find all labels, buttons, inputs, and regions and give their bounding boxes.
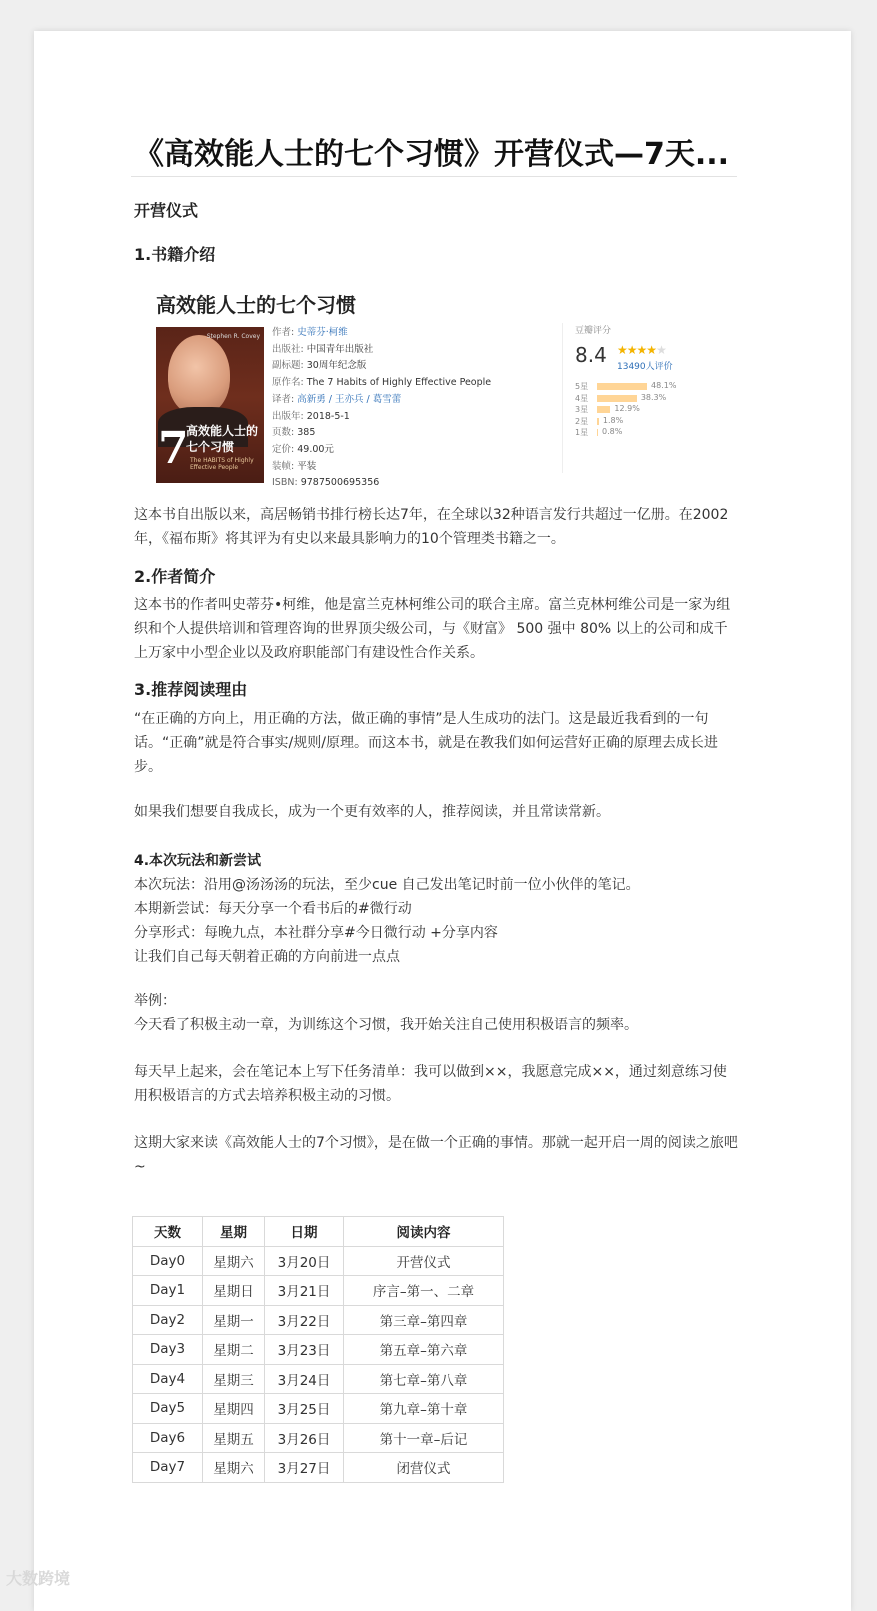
book-info-row — [272, 425, 491, 442]
book-info — [272, 325, 491, 492]
book-info-key: 出版年: — [272, 410, 304, 422]
rating-bar-fill — [597, 395, 637, 402]
example-label: 举例： — [134, 993, 176, 1009]
table-cell: 3月22日 — [265, 1305, 344, 1335]
rating-bar-percent: 38.3% — [640, 392, 667, 402]
rating-bar-fill — [597, 383, 647, 390]
book-info-key: 出版社: — [272, 343, 304, 355]
star-icon: ★ — [636, 343, 647, 357]
paragraph-reason: “在正确的方向上，用正确的方法，做正确的事情”是人生成功的法门。这是最近我看到的一句话。“正确”就是符合事实/规则/原理。而这本书，就是在教我们如何运营好正确的原理去成长进步。 — [134, 711, 718, 775]
rating-bar-star: 1星 — [575, 428, 589, 437]
book-info-row — [272, 325, 491, 342]
star-icon: ★ — [617, 343, 627, 357]
book-info-value: 49.00元 — [297, 443, 334, 455]
table-row — [133, 1453, 504, 1483]
book-info-value: 9787500695356 — [300, 477, 380, 489]
header-content: 阅读内容 — [344, 1217, 504, 1247]
table-cell: 开营仪式 — [344, 1246, 504, 1276]
title-divider — [131, 176, 737, 177]
table-cell: 第九章–第十章 — [344, 1394, 504, 1424]
paragraph-morning: 每天早上起来，会在笔记本上写下任务清单：我可以做到××，我愿意完成××，通过刻意练习使用积极语言的方式去培养积极主动的习惯。 — [134, 1064, 727, 1104]
rule-line: 本期新尝试：每天分享一个看书后的#微行动 — [134, 901, 412, 917]
table-cell: 3月27日 — [265, 1453, 344, 1483]
rating-bar-percent: 0.8% — [602, 427, 623, 436]
rules-list — [134, 873, 738, 969]
reading-schedule-table — [132, 1216, 504, 1483]
book-info-key: 作者: — [272, 327, 295, 338]
book-info-key: 装帧: — [272, 460, 295, 472]
table-cell: 第三章–第四章 — [344, 1305, 504, 1335]
paragraph-example: 今天看了积极主动一章，为训练这个习惯，我开始关注自己使用积极语言的频率。 — [134, 1017, 638, 1033]
rule-line: 分享形式：每晚九点，本社群分享#今日微行动 +分享内容 — [134, 925, 498, 941]
section-reason-heading: 3.推荐阅读理由 — [134, 680, 248, 699]
section-book-heading: 1.书籍介绍 — [134, 245, 216, 264]
table-row — [133, 1335, 504, 1365]
table-cell: Day3 — [133, 1335, 203, 1365]
star-icon: ★ — [656, 343, 666, 357]
opening-heading: 开营仪式 — [134, 201, 199, 220]
cover-title-line2: 七个习惯 — [186, 440, 235, 454]
rating-label: 豆瓣评分 — [575, 326, 612, 336]
book-info-value: 385 — [297, 427, 316, 439]
header-day: 天数 — [133, 1217, 203, 1247]
table-cell: Day7 — [133, 1453, 203, 1483]
table-row — [133, 1394, 504, 1424]
rating-bar-percent: 12.9% — [614, 404, 640, 413]
table-row — [133, 1305, 504, 1335]
book-info-value: 平装 — [297, 460, 317, 472]
book-info-key: 副标题: — [272, 360, 304, 372]
book-info-row — [272, 475, 491, 492]
douban-rating — [562, 323, 725, 473]
book-info-key: 原作名: — [272, 377, 304, 389]
table-cell: 3月20日 — [265, 1246, 344, 1276]
rule-line: 本次玩法：沿用@汤汤汤的玩法，至少cue 自己发出笔记时前一位小伙伴的笔记。 — [134, 877, 640, 893]
watermark-logo: 大数跨境 — [6, 1569, 71, 1588]
table-cell: 星期六 — [203, 1246, 265, 1276]
table-row — [133, 1364, 504, 1394]
book-info-row — [272, 342, 491, 359]
book-info-row — [272, 392, 491, 409]
cover-author: Stephen R. Covey — [206, 333, 260, 340]
book-info-value[interactable]: 史蒂芬·柯维 — [297, 327, 348, 338]
table-cell: 3月25日 — [265, 1394, 344, 1424]
table-cell: 闭营仪式 — [344, 1453, 504, 1483]
paragraph-author: 这本书的作者叫史蒂芬•柯维，他是富兰克林柯维公司的联合主席。富兰克林柯维公司是一家为组织和个人提供培训和管理咨询的世界顶尖级公司，与《财富》 500 强中 80% 以上的公司和成千上万家中小型企业以及政府职能部门有建设性合作关系。 — [134, 597, 731, 661]
table-cell: 星期六 — [203, 1453, 265, 1483]
book-info-row — [272, 409, 491, 426]
table-row — [133, 1276, 504, 1306]
table-cell: 第十一章–后记 — [344, 1423, 504, 1453]
book-info-key: 页数: — [272, 427, 295, 439]
rating-bar-star: 2星 — [575, 416, 589, 426]
cover-title-line1: 高效能人士的 — [186, 424, 259, 438]
table-cell: 3月26日 — [265, 1423, 344, 1453]
book-info-key: ISBN: — [272, 477, 298, 489]
table-cell: 星期二 — [203, 1335, 265, 1365]
article-page — [34, 31, 851, 1611]
rating-bar-fill — [597, 418, 599, 425]
table-cell: 星期一 — [203, 1305, 265, 1335]
book-info-value: 2018-5-1 — [306, 410, 350, 422]
table-cell: Day1 — [133, 1276, 203, 1306]
star-icon: ★ — [646, 343, 657, 357]
rating-count-link[interactable]: 13490人评价 — [617, 362, 673, 372]
table-row — [133, 1423, 504, 1453]
book-info-row — [272, 375, 491, 392]
header-date: 日期 — [265, 1217, 344, 1247]
book-title: 高效能人士的七个习惯 — [156, 293, 356, 317]
section-author-heading: 2.作者简介 — [134, 567, 216, 586]
table-row — [133, 1246, 504, 1276]
table-cell: 3月23日 — [265, 1335, 344, 1365]
table-cell: Day4 — [133, 1364, 203, 1394]
rating-bar-row — [575, 416, 705, 428]
table-cell: 星期四 — [203, 1394, 265, 1424]
paragraph-recommend: 如果我们想要自我成长，成为一个更有效率的人，推荐阅读，并且常读常新。 — [134, 804, 610, 820]
table-cell: Day5 — [133, 1394, 203, 1424]
book-cover-image — [156, 327, 264, 483]
rating-score: 8.4 — [575, 343, 607, 367]
rating-bar-star: 5星 — [575, 382, 589, 391]
rating-bar-fill — [597, 406, 610, 413]
rating-distribution — [575, 381, 705, 439]
book-info-key: 定价: — [272, 443, 295, 455]
rating-bar-fill — [597, 429, 598, 436]
article-title: 《高效能人士的七个习惯》开营仪式—7天... — [134, 137, 730, 172]
book-info-value: The 7 Habits of Highly Effective People — [306, 377, 492, 389]
table-cell: Day0 — [133, 1246, 203, 1276]
rule-line: 让我们自己每天朝着正确的方向前进一点点 — [134, 949, 400, 965]
douban-book-card[interactable] — [154, 283, 714, 493]
rating-bar-row — [575, 381, 705, 393]
rating-bar-star: 4星 — [575, 393, 589, 403]
rating-bar-row — [575, 393, 705, 405]
table-cell: 第五章–第六章 — [344, 1335, 504, 1365]
cover-portrait — [168, 335, 230, 415]
paragraph-closing: 这期大家来读《高效能人士的7个习惯》，是在做一个正确的事情。那就一起开启一周的阅读之旅吧~ — [134, 1135, 738, 1175]
table-header-row — [133, 1217, 504, 1247]
book-info-row — [272, 459, 491, 476]
table-cell: 3月21日 — [265, 1276, 344, 1306]
table-cell: 3月24日 — [265, 1364, 344, 1394]
book-info-value[interactable]: 高新勇 / 王亦兵 / 葛雪蕾 — [297, 393, 402, 405]
cover-title — [186, 423, 258, 455]
rating-stars-icon — [617, 343, 666, 357]
rating-bar-row — [575, 427, 705, 439]
table-cell: 星期三 — [203, 1364, 265, 1394]
book-info-value: 中国青年出版社 — [306, 343, 374, 355]
cover-seven: 7 — [158, 423, 189, 474]
table-cell: 星期日 — [203, 1276, 265, 1306]
book-info-value: 30周年纪念版 — [306, 360, 367, 372]
rating-bar-percent: 1.8% — [602, 415, 624, 425]
paragraph-book-intro: 这本书自出版以来，高居畅销书排行榜长达7年，在全球以32种语言发行共超过一亿册。在2002年，《福布斯》将其评为有史以来最具影响力的10个管理类书籍之一。 — [134, 507, 729, 547]
table-cell: Day2 — [133, 1305, 203, 1335]
table-cell: 第七章–第八章 — [344, 1364, 504, 1394]
book-info-row — [272, 442, 491, 459]
book-info-key: 译者: — [272, 393, 295, 405]
table-cell: Day6 — [133, 1423, 203, 1453]
rating-bar-percent: 48.1% — [651, 381, 677, 390]
rating-bar-star: 3星 — [575, 405, 589, 414]
star-icon: ★ — [626, 343, 637, 357]
cover-habits: The HABITS of Highly Effective People — [190, 457, 254, 471]
book-info-row — [272, 358, 491, 375]
section-rules-heading: 4.本次玩法和新尝试 — [134, 853, 262, 869]
table-cell: 序言–第一、二章 — [344, 1276, 504, 1306]
header-weekday: 星期 — [203, 1217, 265, 1247]
table-cell: 星期五 — [203, 1423, 265, 1453]
rating-bar-row — [575, 404, 705, 416]
